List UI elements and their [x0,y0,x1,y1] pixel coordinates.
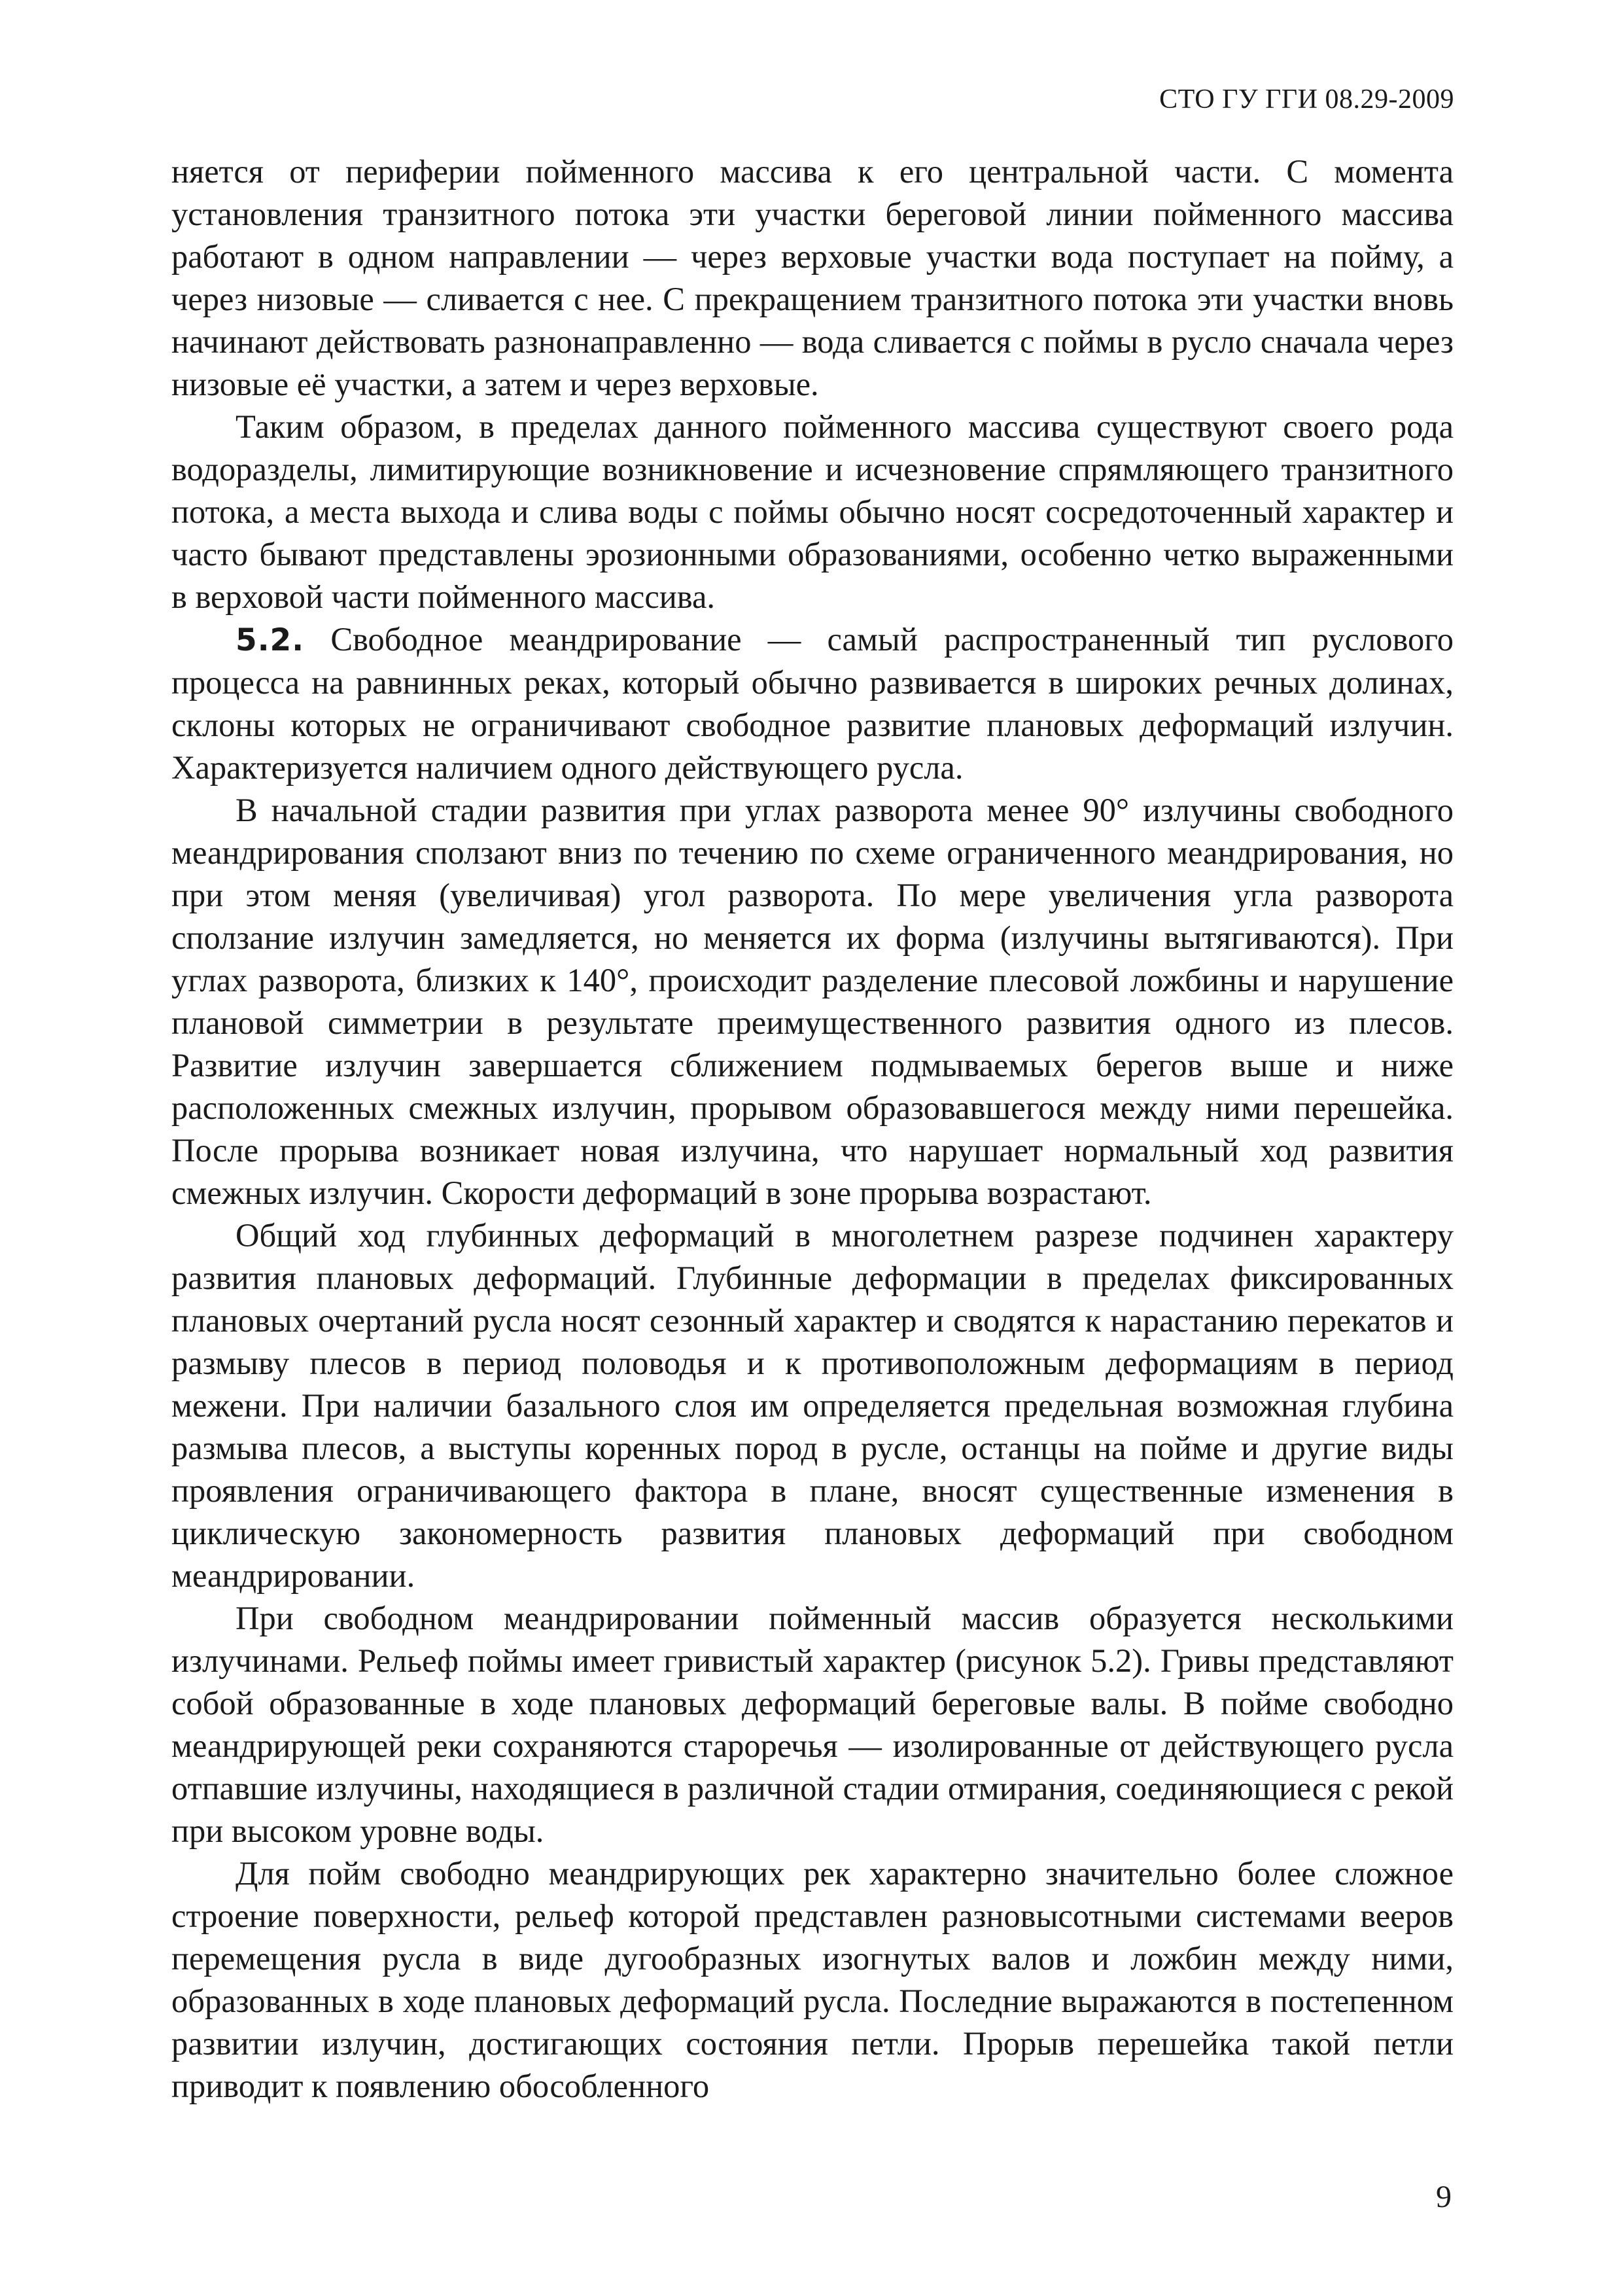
paragraph-text: В начальной стадии развития при углах разворота менее 90° излучины свободного меандрирования сползают вниз по течению по схеме ограниченного меандрирования, но при этом меняя (увеличивая) угол разворота. По мере увеличения угла разворота сползание излучин замедляется, но меняется их форма (излучины вытягиваются). При углах разворота, близких к 140°, происходит разделение плесовой ложбины и нарушение плановой симметрии в результате преимущественного развития одного из плесов. Развитие излучин завершается сближением подмываемых берегов выше и ниже расположенных смежных излучин, прорывом образовавшегося между ними перешейка. После прорыва возникает новая излучина, что нарушает нормальный ход развития смежных излучин. Скорости деформаций в зоне прорыва возрастают. [171,792,1454,1211]
paragraph [171,789,1454,1214]
paragraph [171,150,1454,406]
paragraph [171,1852,1454,2108]
paragraph-text: Таким образом, в пределах данного пойменного массива существуют своего рода водоразделы, лимитирующие возникновение и исчезновение спрямляющего транзитного потока, а места выхода и слива воды с поймы обычно носят сосредоточенный характер и часто бывают представлены эрозионными образованиями, особенно четко выраженными в верховой части пойменного массива. [171,408,1454,615]
paragraph-text: Общий ход глубинных деформаций в многолетнем разрезе подчинен характеру развития плановых деформаций. Глубинные деформации в пределах фиксированных плановых очертаний русла носят сезонный характер и сводятся к нарастанию перекатов и размыву плесов в период половодья и к противоположным деформациям в период межени. При наличии базального слоя им определяется предельная возможная глубина размыва плесов, а выступы коренных пород в русле, останцы на пойме и другие виды проявления ограничивающего фактора в плане, вносят существенные изменения в циклическую закономерность развития плановых деформаций при свободном меандрировании. [171,1217,1454,1594]
page-number: 9 [1436,2180,1452,2214]
paragraph [171,406,1454,618]
section-number: 5.2. [236,622,305,658]
paragraph [171,618,1454,789]
paragraph [171,1597,1454,1852]
paragraph-text: Свободное меандрирование — самый распространенный тип руслового процесса на равнинных реках, который обычно развивается в широких речных долинах, склоны которых не ограничивают свободное развитие плановых деформаций излучин. Характеризуется наличием одного действующего русла. [171,621,1454,786]
paragraph-text: няется от периферии пойменного массива к его центральной части. С момента установления транзитного потока эти участки береговой линии пойменного массива работают в одном направлении — через верховые участки вода поступает на пойму, а через низовые — сливается с нее. С прекращением транзитного потока эти участки вновь начинают действовать разнонаправленно — вода сливается с поймы в русло сначала через низовые её участки, а затем и через верховые. [171,153,1454,402]
paragraph-text: Для пойм свободно меандрирующих рек характерно значительно более сложное строение поверхности, рельеф которой представлен разновысотными системами вееров перемещения русла в виде дугообразных изогнутых валов и ложбин между ними, образованных в ходе плановых деформаций русла. Последние выражаются в постепенном развитии излучин, достигающих состояния петли. Прорыв перешейка такой петли приводит к появлению обособленного [171,1855,1454,2104]
running-header-standard-code: СТО ГУ ГГИ 08.29-2009 [1159,84,1454,115]
document-body [171,150,1454,2108]
paragraph-text: При свободном меандрировании пойменный массив образуется несколькими излучинами. Рельеф поймы имеет гривистый характер (рисунок 5.2). Гривы представляют собой образованные в ходе плановых деформаций береговые валы. В пойме свободно меандрирующей реки сохраняются староречья — изолированные от действующего русла отпавшие излучины, находящиеся в различной стадии отмирания, соединяющиеся с рекой при высоком уровне воды. [171,1600,1454,1849]
paragraph [171,1214,1454,1597]
